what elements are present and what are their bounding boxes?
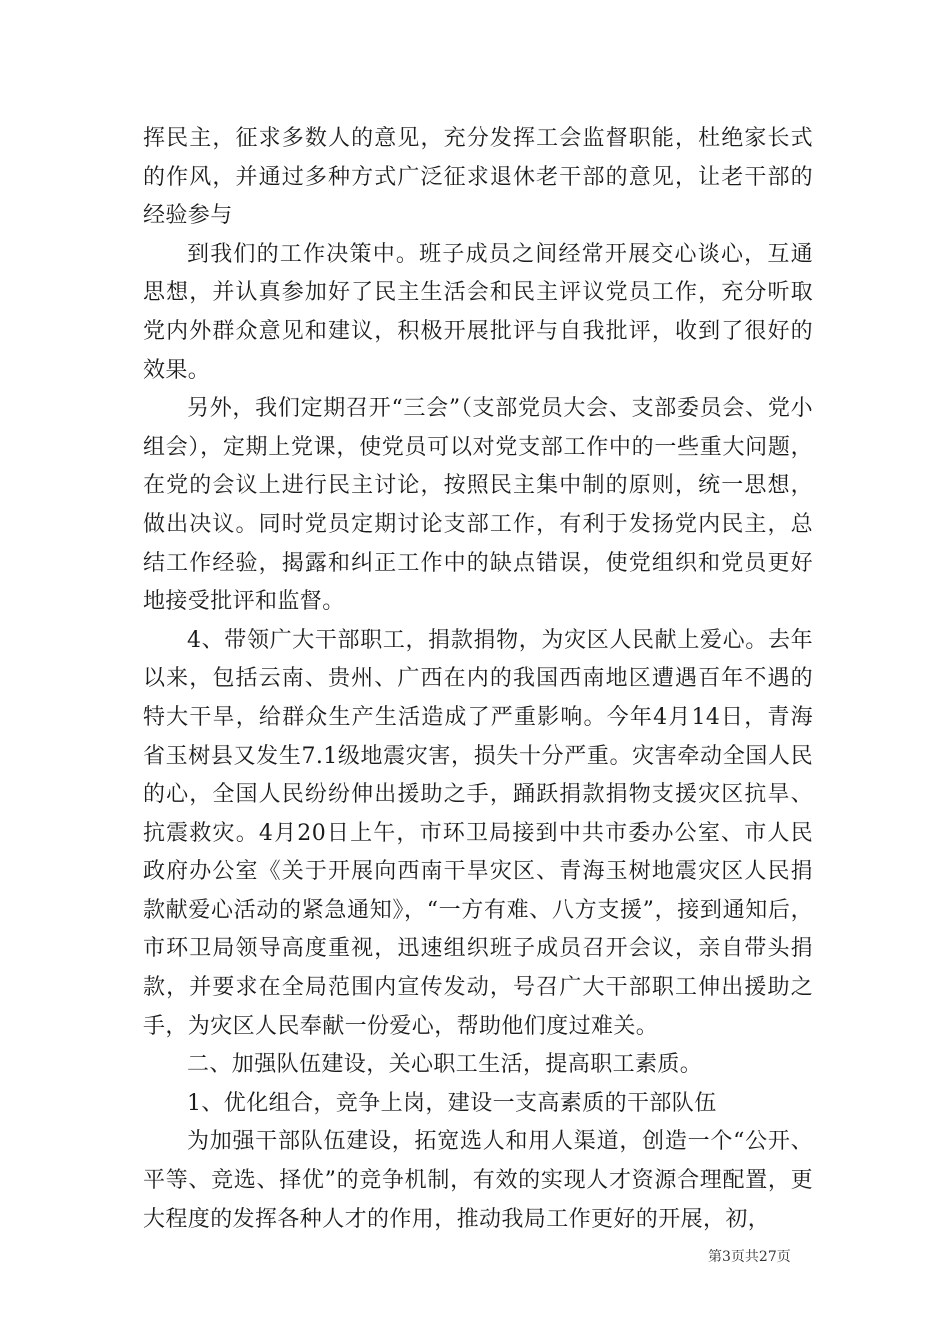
paragraph-cadre-team: 为加强干部队伍建设，拓宽选人和用人渠道，创造一个“公开、平等、竞选、择优”的竞争机制，有效的实现人才资源合理配置，更大程度的发挥各种人才的作用，推动我局工作更好的开展，初， [143, 1129, 813, 1232]
section-heading-team-building: 二、加强队伍建设，关心职工生活，提高职工素质。 [187, 1052, 703, 1078]
paragraph-three-meetings: 另外，我们定期召开“三会”（支部党员大会、支部委员会、党小组会），定期上党课，使党员可以对党支部工作中的一些重大问题，在党的会议上进行民主讨论，按照民主集中制的原则，统一思想，做出决议。同时党员定期讨论支部工作，有利于发扬党内民主，总结工作经验，揭露和纠正工作中的缺点错误，使党组织和党员更好地接受批评和监督。 [143, 396, 813, 615]
paragraph-donation: 4、带领广大干部职工，捐款捐物，为灾区人民献上爱心。去年以来，包括云南、贵州、广西在内的我国西南地区遭遇百年不遇的特大干旱，给群众生产生活造成了严重影响。今年4月14日，青海省玉树县又发生7.1级地震灾害，损失十分严重。灾害牵动全国人民的心，全国人民纷纷伸出援助之手，踊跃捐款捐物支援灾区抗旱、抗震救灾。4月20日上午，市环卫局接到中共市委办公室、市人民政府办公室《关于开展向西南干旱灾区、青海玉树地震灾区人民捐款献爱心活动的紧急通知》，“一方有难、八方支援”，接到通知后，市环卫局领导高度重视，迅速组织班子成员召开会议，亲自带头捐款，并要求在全局范围内宣传发动，号召广大干部职工伸出援助之手，为灾区人民奉献一份爱心，帮助他们度过难关。 [143, 627, 813, 1039]
paragraph-decision-making: 到我们的工作决策中。班子成员之间经常开展交心谈心，互通思想，并认真参加好了民主生活会和民主评议党员工作，充分听取党内外群众意见和建议，积极开展批评与自我批评，收到了很好的效果。 [143, 241, 813, 383]
document-body [143, 120, 813, 1239]
paragraph-continuation: 挥民主，征求多数人的意见，充分发挥工会监督职能，杜绝家长式的作风，并通过多种方式广泛征求退休老干部的意见，让老干部的经验参与 [143, 126, 813, 229]
page-number-footer: 第3页共27页 [708, 1249, 791, 1265]
subsection-heading-optimization: 1、优化组合，竞争上岗，建设一支高素质的干部队伍 [187, 1090, 717, 1116]
